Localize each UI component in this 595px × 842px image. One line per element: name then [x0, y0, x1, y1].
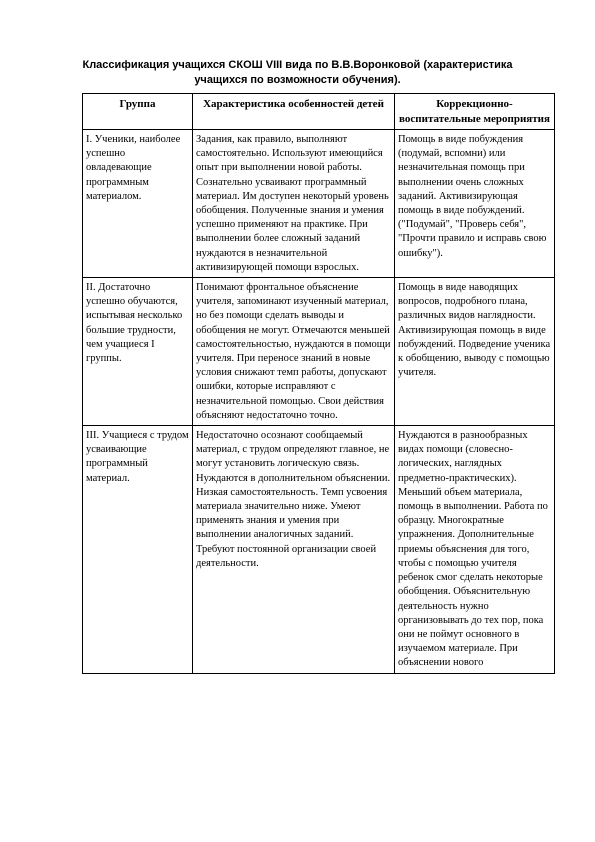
table-row: [83, 130, 555, 278]
document-title-line-2: учащихся по возможности обучения).: [194, 74, 401, 86]
document-title: [60, 58, 535, 88]
measures-cell: Нуждаются в разнообразных видах помощи (словесно-логических, наглядных предметно-практических). Меньший объем материала, помощь в выполнении. Работа по образцу. Многократные упражнения. Дополнительные приемы объяснения для того, чтобы с помощью учителя ребенок смог сделать некоторые обобщения. Объяснительную деятельность нужно организовывать до тех пор, пока они не поймут основного в изучаемом материале. При объяснении нового: [395, 426, 555, 673]
header-group: Группа: [83, 94, 193, 130]
table-row: [83, 426, 555, 673]
measures-cell: Помощь в виде наводящих вопросов, подробного плана, различных видов наглядности. Активизирующая помощь в виде побуждений. Подведение ученика к обобщению, выводу с помощью учителя.: [395, 278, 555, 426]
document-title-line-1: Классификация учащихся СКОШ VIII вида по В.В.Воронковой (характеристика: [82, 59, 513, 71]
group-cell: I. Ученики, наиболее успешно овладевающие программным материалом.: [83, 130, 193, 278]
table-header-row: [83, 94, 555, 130]
group-cell: III. Учащиеся с трудом усваивающие программный материал.: [83, 426, 193, 673]
classification-table: [82, 93, 555, 674]
characteristics-cell: Недостаточно осознают сообщаемый материал, с трудом определяют главное, не могут установить логическую связь. Нуждаются в дополнительном объяснении. Низкая самостоятельность. Темп усвоения материала значительно ниже. Умеют применять знания и умения при выполнении аналогичных заданий. Требуют постоянной организации своей деятельности.: [193, 426, 395, 673]
measures-cell: Помощь в виде побуждения (подумай, вспомни) или незначительная помощь при выполнении очень сложных заданий. Активизирующая помощь в виде побуждений. ("Подумай", "Проверь себя", "Прочти правило и исправь свою ошибку").: [395, 130, 555, 278]
header-characteristics: Характеристика особенностей детей: [193, 94, 395, 130]
group-cell: II. Достаточно успешно обучаются, испытывая несколько большие трудности, чем учащиеся I группы.: [83, 278, 193, 426]
characteristics-cell: Задания, как правило, выполняют самостоятельно. Используют имеющийся опыт при выполнении новой работы. Сознательно усваивают программный материал. Им доступен некоторый уровень обобщения. Полученные знания и умения успешно применяют на практике. При выполнении более сложный заданий нуждаются в незначительной активизирующей помощи взрослых.: [193, 130, 395, 278]
header-measures: Коррекционно-воспитательные мероприятия: [395, 94, 555, 130]
characteristics-cell: Понимают фронтальное объяснение учителя, запоминают изученный материал, но без помощи сделать выводы и обобщения не могут. Отмечаются меньшей самостоятельностью, нуждаются в помощи учителя. При переносе знаний в новые условия снижают темп работы, допускают ошибки, которые исправляют с незначительной помощью. Свои действия объясняют недостаточно точно.: [193, 278, 395, 426]
table-row: [83, 278, 555, 426]
